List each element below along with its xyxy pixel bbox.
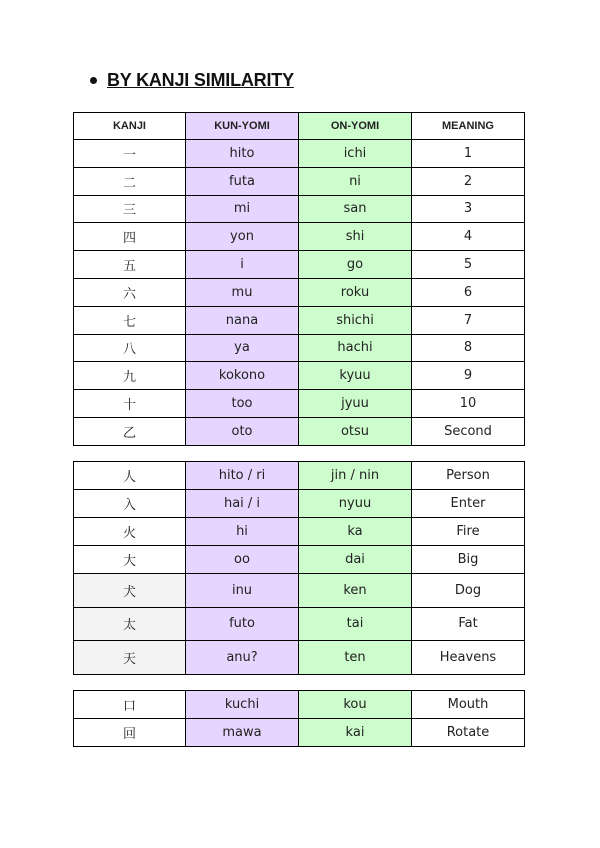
kanji-cell: 四 bbox=[74, 223, 186, 251]
on-yomi-cell: ken bbox=[299, 574, 412, 608]
on-yomi-cell: ten bbox=[299, 641, 412, 675]
meaning-cell: Fat bbox=[412, 607, 525, 641]
kun-yomi-cell: mu bbox=[186, 278, 299, 306]
table-row bbox=[74, 140, 525, 168]
kanji-table-similar-shapes bbox=[73, 461, 525, 675]
meaning-cell: Rotate bbox=[412, 719, 525, 747]
kun-yomi-cell: i bbox=[186, 251, 299, 279]
table-row bbox=[74, 306, 525, 334]
on-yomi-cell: otsu bbox=[299, 417, 412, 445]
column-header-kanji: KANJI bbox=[74, 113, 186, 140]
on-yomi-cell: shichi bbox=[299, 306, 412, 334]
on-yomi-cell: ka bbox=[299, 518, 412, 546]
kanji-cell: 天 bbox=[74, 641, 186, 675]
column-header-kun-yomi: KUN-YOMI bbox=[186, 113, 299, 140]
kun-yomi-cell: hito bbox=[186, 140, 299, 168]
kanji-table-mouth-group bbox=[73, 690, 525, 747]
kun-yomi-cell: kuchi bbox=[186, 691, 299, 719]
kanji-cell: 乙 bbox=[74, 417, 186, 445]
table-row bbox=[74, 251, 525, 279]
on-yomi-cell: ni bbox=[299, 167, 412, 195]
kanji-cell: 口 bbox=[74, 691, 186, 719]
kanji-cell: 八 bbox=[74, 334, 186, 362]
kun-yomi-cell: hi bbox=[186, 518, 299, 546]
on-yomi-cell: dai bbox=[299, 546, 412, 574]
table-row bbox=[74, 574, 525, 608]
kun-yomi-cell: futa bbox=[186, 167, 299, 195]
table-row bbox=[74, 691, 525, 719]
kun-yomi-cell: yon bbox=[186, 223, 299, 251]
kun-yomi-cell: mi bbox=[186, 195, 299, 223]
meaning-cell: 3 bbox=[412, 195, 525, 223]
on-yomi-cell: tai bbox=[299, 607, 412, 641]
kanji-cell: 回 bbox=[74, 719, 186, 747]
meaning-cell: 1 bbox=[412, 140, 525, 168]
meaning-cell: 9 bbox=[412, 362, 525, 390]
kun-yomi-cell: mawa bbox=[186, 719, 299, 747]
kun-yomi-cell: futo bbox=[186, 607, 299, 641]
table-row bbox=[74, 167, 525, 195]
meaning-cell: 2 bbox=[412, 167, 525, 195]
kanji-cell: 五 bbox=[74, 251, 186, 279]
table-row bbox=[74, 607, 525, 641]
table-row bbox=[74, 390, 525, 418]
kanji-cell: 二 bbox=[74, 167, 186, 195]
meaning-cell: Fire bbox=[412, 518, 525, 546]
meaning-cell: Big bbox=[412, 546, 525, 574]
kun-yomi-cell: hito / ri bbox=[186, 462, 299, 490]
kun-yomi-cell: too bbox=[186, 390, 299, 418]
on-yomi-cell: hachi bbox=[299, 334, 412, 362]
table-row bbox=[74, 334, 525, 362]
meaning-cell: Heavens bbox=[412, 641, 525, 675]
section-title: BY KANJI SIMILARITY bbox=[107, 70, 294, 90]
table-row bbox=[74, 719, 525, 747]
table-row bbox=[74, 546, 525, 574]
kun-yomi-cell: ya bbox=[186, 334, 299, 362]
meaning-cell: Enter bbox=[412, 490, 525, 518]
kun-yomi-cell: nana bbox=[186, 306, 299, 334]
section-heading bbox=[90, 70, 294, 91]
table-row bbox=[74, 223, 525, 251]
on-yomi-cell: kyuu bbox=[299, 362, 412, 390]
on-yomi-cell: shi bbox=[299, 223, 412, 251]
meaning-cell: 6 bbox=[412, 278, 525, 306]
kanji-cell: 七 bbox=[74, 306, 186, 334]
kanji-table-numbers bbox=[73, 112, 525, 446]
table-row bbox=[74, 417, 525, 445]
kun-yomi-cell: kokono bbox=[186, 362, 299, 390]
meaning-cell: 8 bbox=[412, 334, 525, 362]
kanji-cell: 大 bbox=[74, 546, 186, 574]
table-row bbox=[74, 462, 525, 490]
table-header-row bbox=[74, 113, 525, 140]
on-yomi-cell: san bbox=[299, 195, 412, 223]
meaning-cell: Person bbox=[412, 462, 525, 490]
meaning-cell: 4 bbox=[412, 223, 525, 251]
on-yomi-cell: jin / nin bbox=[299, 462, 412, 490]
on-yomi-cell: nyuu bbox=[299, 490, 412, 518]
kun-yomi-cell: anu? bbox=[186, 641, 299, 675]
table-row bbox=[74, 490, 525, 518]
column-header-on-yomi: ON-YOMI bbox=[299, 113, 412, 140]
kanji-cell: 火 bbox=[74, 518, 186, 546]
kanji-cell: 一 bbox=[74, 140, 186, 168]
meaning-cell: Dog bbox=[412, 574, 525, 608]
table-row bbox=[74, 278, 525, 306]
bullet-icon bbox=[90, 77, 97, 84]
table-row bbox=[74, 641, 525, 675]
table-row bbox=[74, 518, 525, 546]
meaning-cell: Mouth bbox=[412, 691, 525, 719]
on-yomi-cell: jyuu bbox=[299, 390, 412, 418]
kanji-cell: 太 bbox=[74, 607, 186, 641]
kanji-cell: 三 bbox=[74, 195, 186, 223]
kun-yomi-cell: hai / i bbox=[186, 490, 299, 518]
kanji-cell: 人 bbox=[74, 462, 186, 490]
on-yomi-cell: roku bbox=[299, 278, 412, 306]
meaning-cell: 5 bbox=[412, 251, 525, 279]
kanji-cell: 六 bbox=[74, 278, 186, 306]
on-yomi-cell: ichi bbox=[299, 140, 412, 168]
on-yomi-cell: kai bbox=[299, 719, 412, 747]
kun-yomi-cell: oo bbox=[186, 546, 299, 574]
kanji-cell: 十 bbox=[74, 390, 186, 418]
table-row bbox=[74, 362, 525, 390]
meaning-cell: 7 bbox=[412, 306, 525, 334]
meaning-cell: 10 bbox=[412, 390, 525, 418]
kun-yomi-cell: inu bbox=[186, 574, 299, 608]
kanji-cell: 入 bbox=[74, 490, 186, 518]
on-yomi-cell: go bbox=[299, 251, 412, 279]
on-yomi-cell: kou bbox=[299, 691, 412, 719]
meaning-cell: Second bbox=[412, 417, 525, 445]
kanji-cell: 犬 bbox=[74, 574, 186, 608]
table-row bbox=[74, 195, 525, 223]
column-header-meaning: MEANING bbox=[412, 113, 525, 140]
kanji-cell: 九 bbox=[74, 362, 186, 390]
kun-yomi-cell: oto bbox=[186, 417, 299, 445]
